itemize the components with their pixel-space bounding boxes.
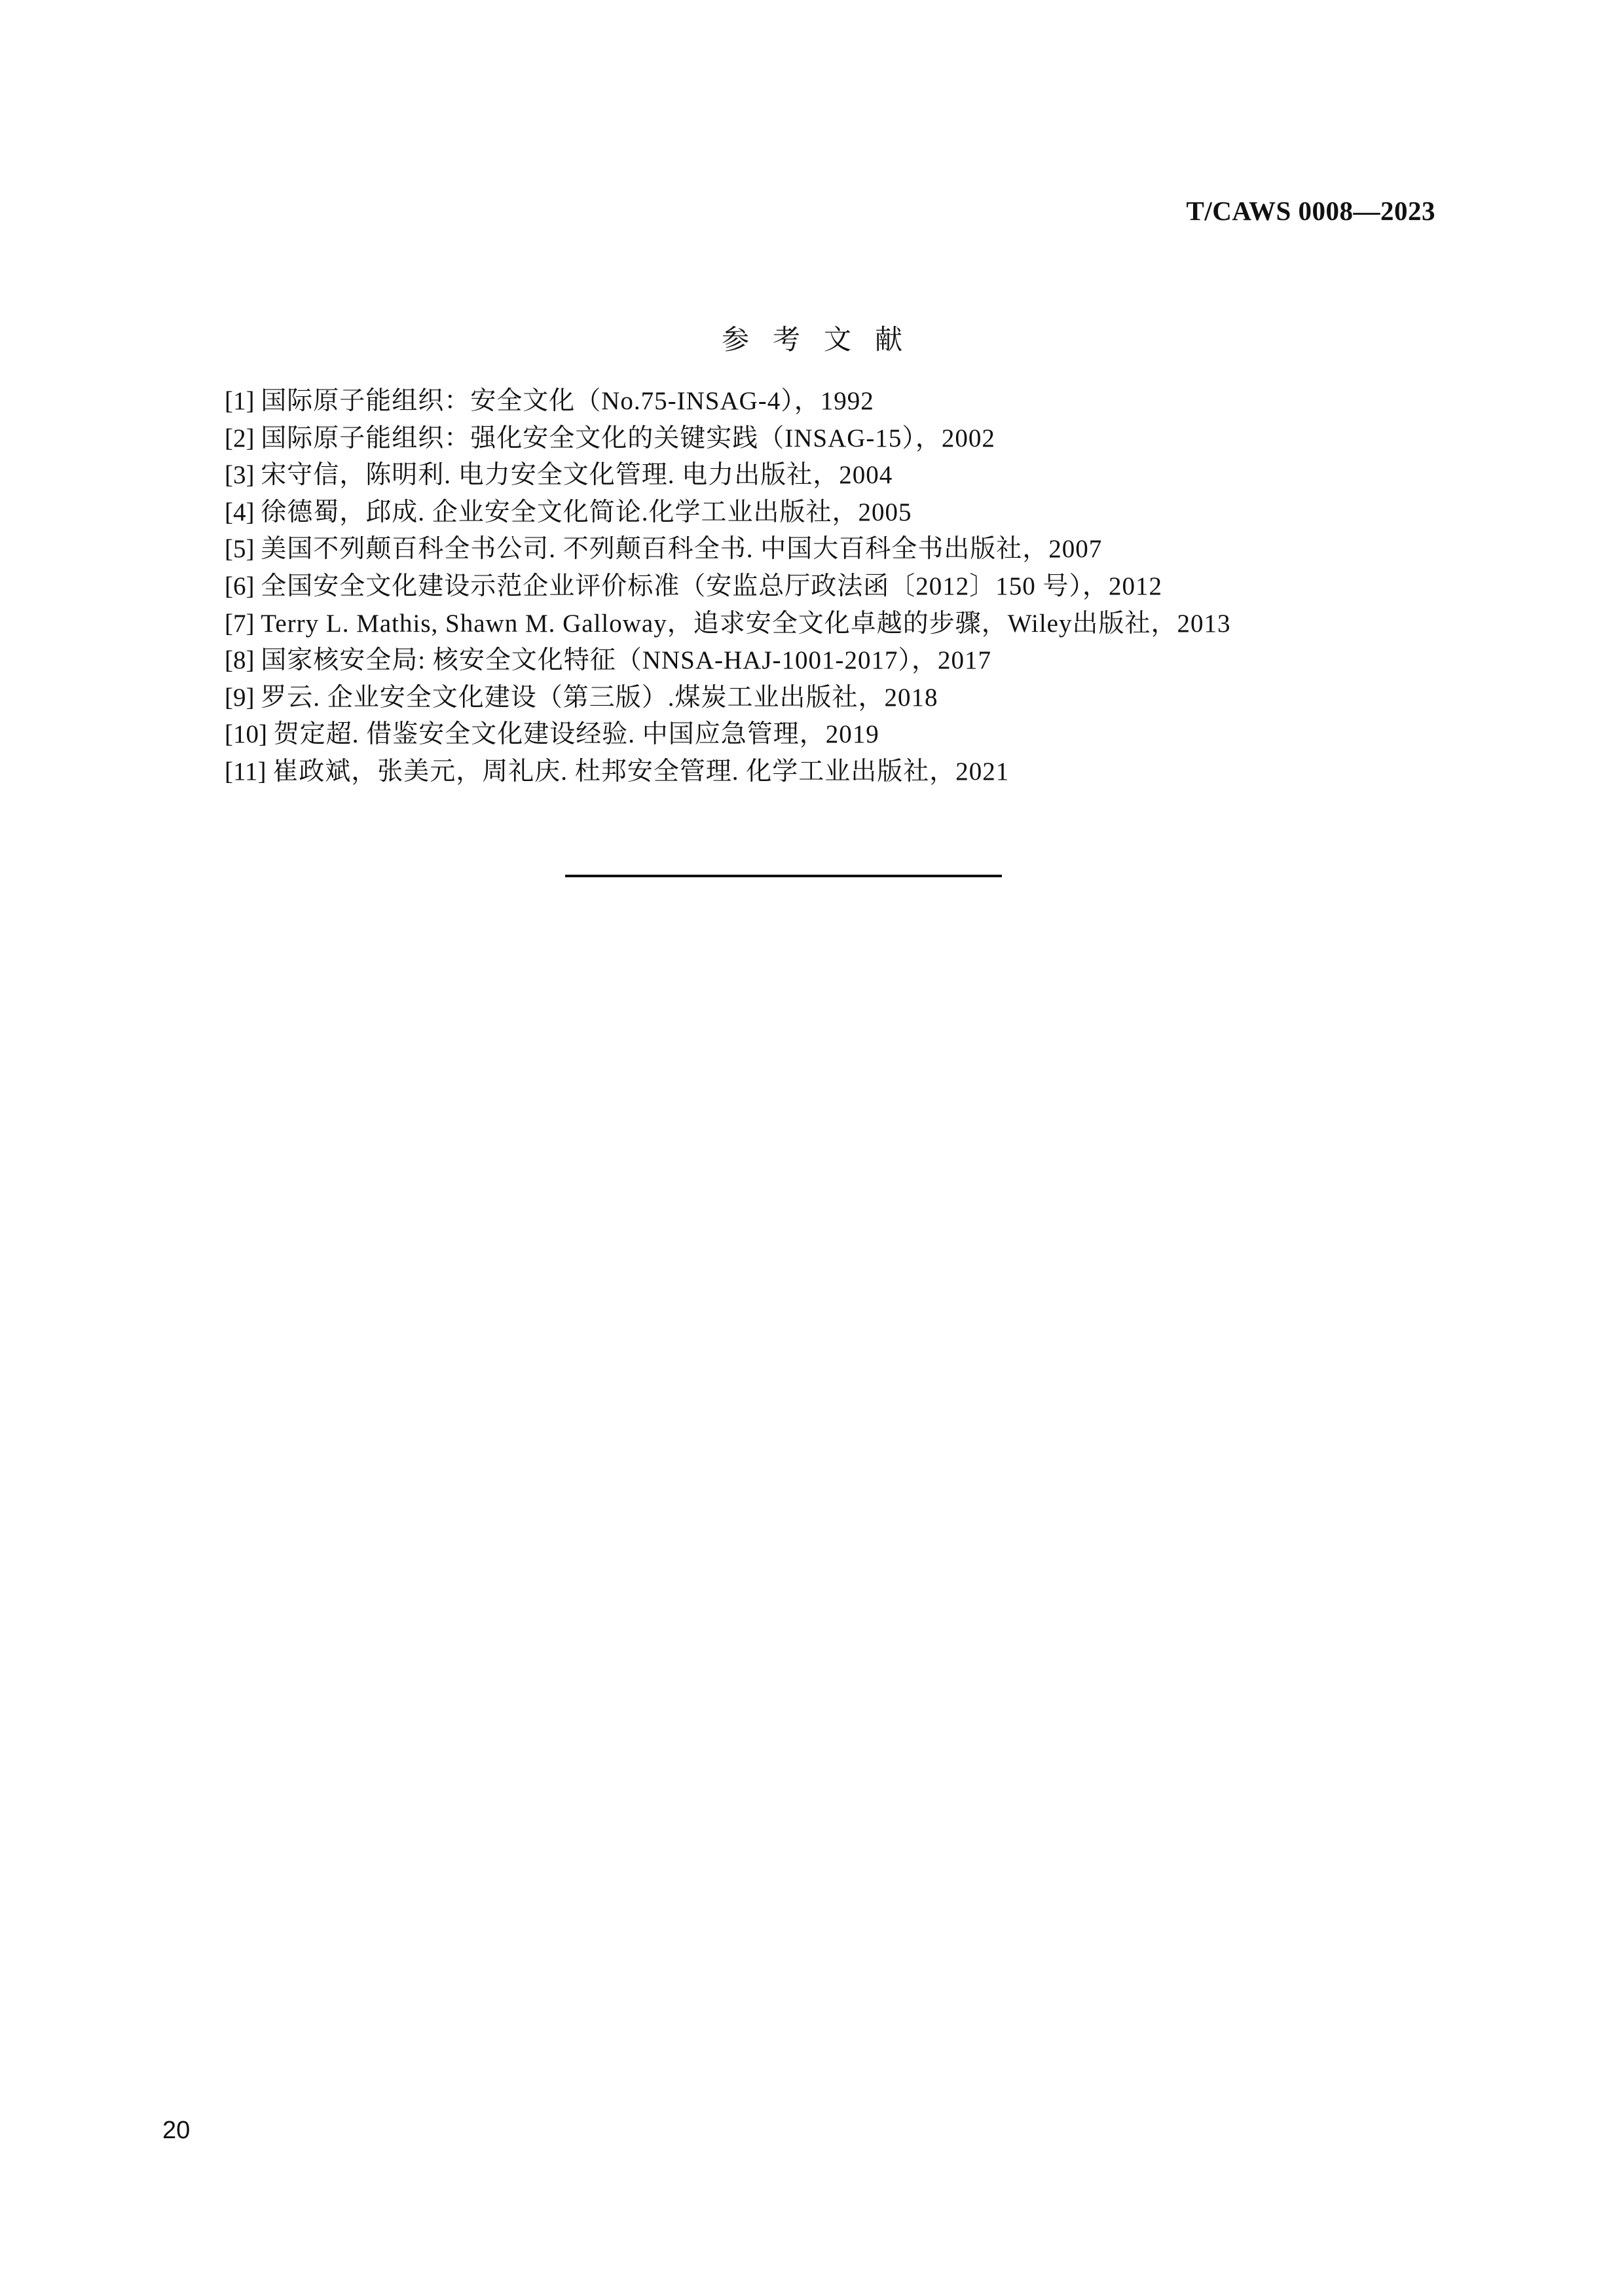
reference-text: 国际原子能组织：安全文化（No.75-INSAG-4），1992 [261,387,874,415]
reference-number: [11] [225,757,267,786]
reference-item [225,531,1469,568]
reference-item [225,680,1469,717]
document-code: T/CAWS 0008—2023 [1186,196,1435,226]
reference-text: 国际原子能组织：强化安全文化的关键实践（INSAG-15），2002 [261,424,995,452]
reference-text: 罗云. 企业安全文化建设（第三版）.煤炭工业出版社，2018 [261,683,938,712]
reference-number: [1] [225,387,255,415]
reference-text: 美国不列颠百科全书公司. 不列颠百科全书. 中国大百科全书出版社，2007 [261,535,1103,564]
reference-item [225,754,1469,791]
reference-text: 贺定超. 借鉴安全文化建设经验. 中国应急管理，2019 [273,720,879,749]
reference-number: [10] [225,720,267,749]
reference-item [225,457,1469,494]
reference-number: [2] [225,424,255,452]
section-title: 参考文献 [721,323,926,355]
reference-item [225,420,1469,458]
page-number: 20 [162,2117,191,2144]
reference-item [225,494,1469,532]
reference-number: [8] [225,646,255,675]
reference-item [225,716,1469,754]
reference-number: [4] [225,498,255,526]
reference-item [225,606,1469,643]
reference-item [225,383,1469,420]
reference-number: [3] [225,461,255,490]
reference-number: [5] [225,535,255,564]
reference-list [225,383,1469,791]
reference-number: [6] [225,572,255,600]
reference-text: 国家核安全局: 核安全文化特征（NNSA-HAJ-1001-2017），2017 [261,646,991,675]
reference-text: 宋守信，陈明利. 电力安全文化管理. 电力出版社，2004 [261,461,893,490]
reference-number: [9] [225,683,255,712]
reference-text: 崔政斌，张美元，周礼庆. 杜邦安全管理. 化学工业出版社，2021 [272,757,1010,786]
reference-text: Terry L. Mathis, Shawn M. Galloway，追求安全文化卓越的步骤，Wiley出版社，2013 [261,609,1231,638]
reference-number: [7] [225,609,255,638]
reference-item [225,568,1469,606]
reference-item [225,642,1469,680]
reference-text: 全国安全文化建设示范企业评价标准（安监总厅政法函〔2012〕150 号），2012 [261,572,1162,600]
end-of-document-rule [565,875,1002,877]
reference-text: 徐德蜀，邱成. 企业安全文化简论.化学工业出版社，2005 [261,498,912,526]
